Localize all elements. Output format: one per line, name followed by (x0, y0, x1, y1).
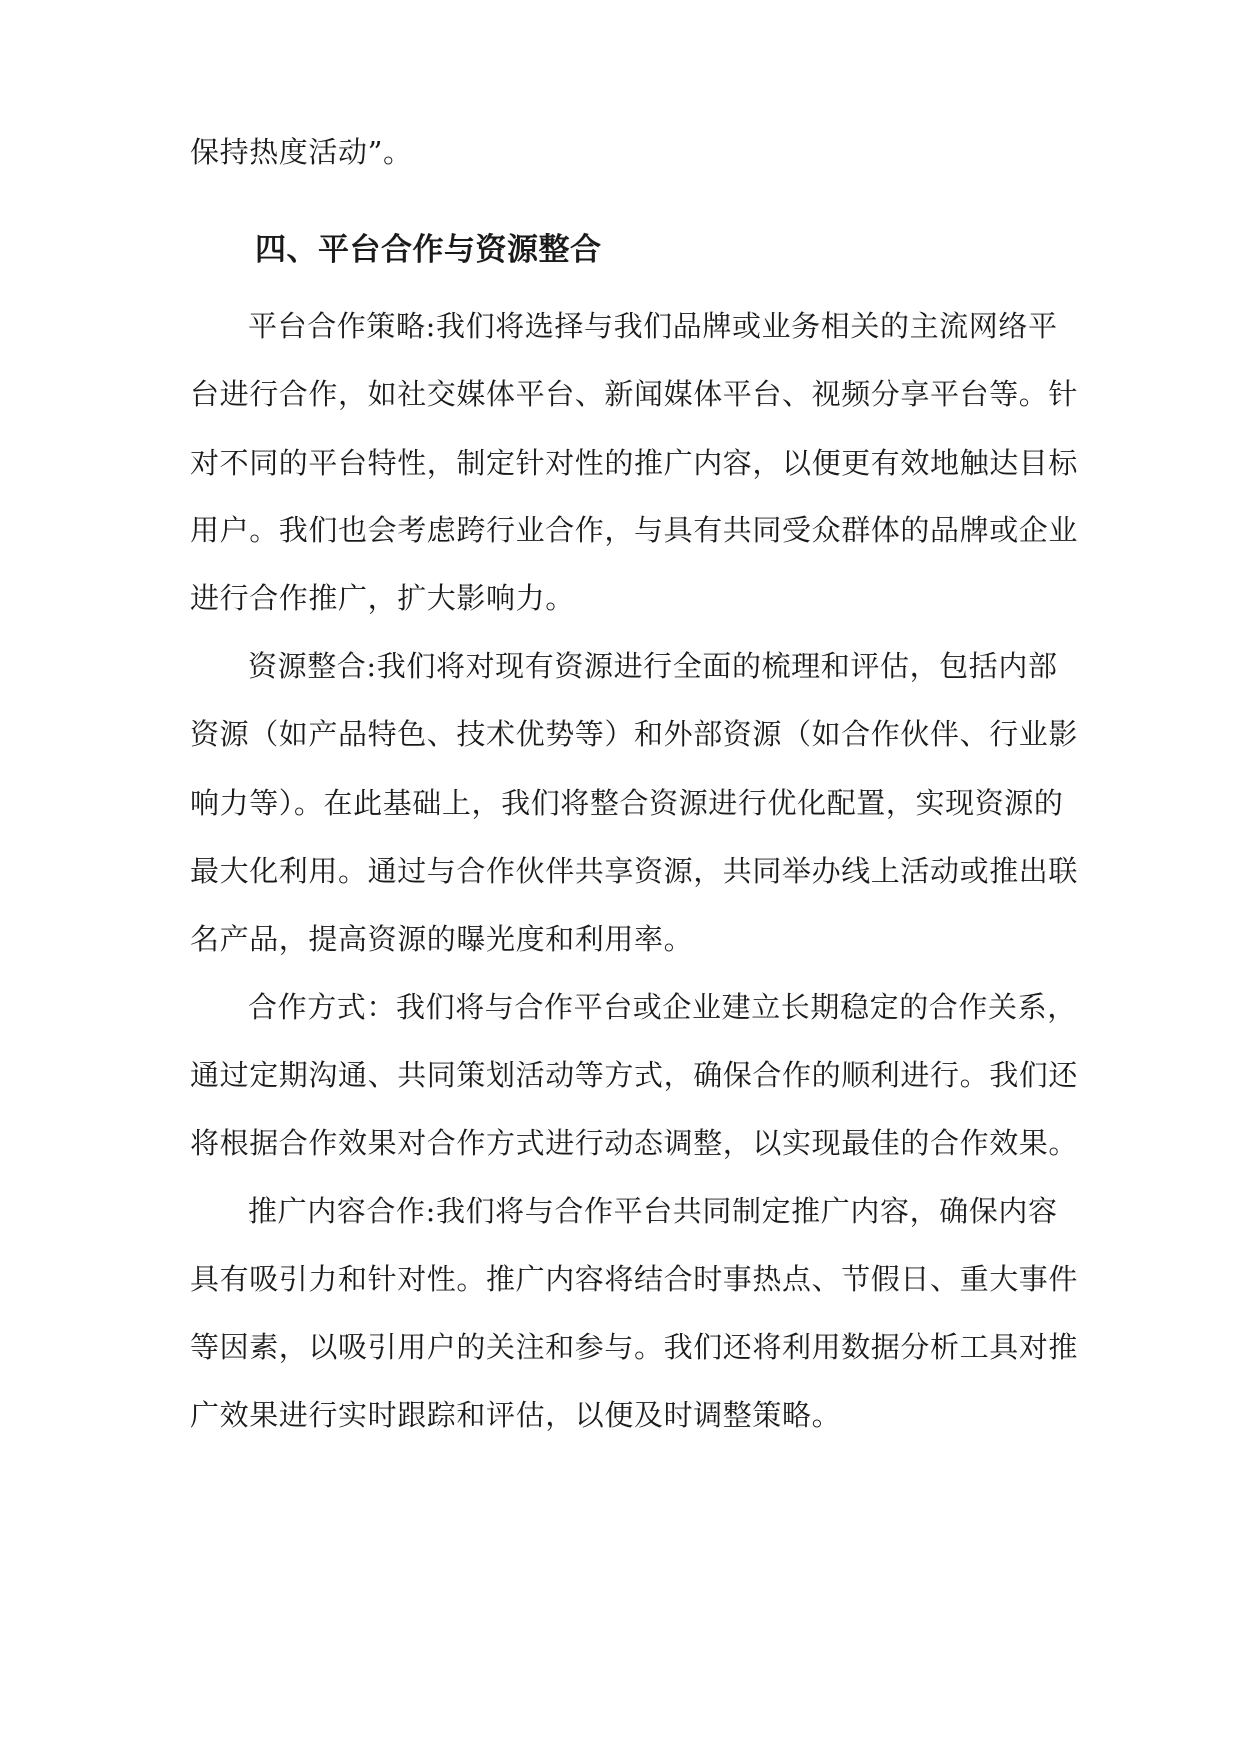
paragraph-line: 对不同的平台特性，制定针对性的推广内容，以便更有效地触达目标 (190, 446, 1079, 480)
paragraph-line: 平台合作策略:我们将选择与我们品牌或业务相关的主流网络平 (248, 309, 1058, 343)
paragraph-line: 将根据合作效果对合作方式进行动态调整，以实现最佳的合作效果。 (190, 1126, 1079, 1160)
paragraph-line: 响力等）。在此基础上，我们将整合资源进行优化配置，实现资源的 (190, 786, 1064, 820)
paragraph-line: 进行合作推广，扩大影响力。 (190, 581, 575, 615)
paragraph-line: 合作方式：我们将与合作平台或企业建立长期稳定的合作关系， (248, 990, 1077, 1024)
paragraph-line: 台进行合作，如社交媒体平台、新闻媒体平台、视频分享平台等。针 (190, 377, 1079, 411)
paragraph-line: 资源（如产品特色、技术优势等）和外部资源（如合作伙伴、行业影 (190, 717, 1079, 751)
section-heading: 四、平台合作与资源整合 (255, 232, 602, 268)
paragraph-line: 通过定期沟通、共同策划活动等方式，确保合作的顺利进行。我们还 (190, 1058, 1079, 1092)
paragraph-line: 最大化利用。通过与合作伙伴共享资源，共同举办线上活动或推出联 (190, 854, 1079, 888)
top-fragment: 保持热度活动”。 (190, 135, 413, 169)
paragraph-line: 推广内容合作:我们将与合作平台共同制定推广内容，确保内容 (248, 1194, 1058, 1228)
paragraph-line: 具有吸引力和针对性。推广内容将结合时事热点、节假日、重大事件 (190, 1262, 1079, 1296)
paragraph-line: 名产品，提高资源的曝光度和利用率。 (190, 922, 694, 956)
paragraph-line: 资源整合:我们将对现有资源进行全面的梳理和评估，包括内部 (248, 649, 1058, 683)
paragraph-line: 用户。我们也会考虑跨行业合作，与具有共同受众群体的品牌或企业 (190, 513, 1079, 547)
paragraph-line: 等因素，以吸引用户的关注和参与。我们还将利用数据分析工具对推 (190, 1330, 1079, 1364)
paragraph-line: 广效果进行实时跟踪和评估，以便及时调整策略。 (190, 1398, 842, 1432)
